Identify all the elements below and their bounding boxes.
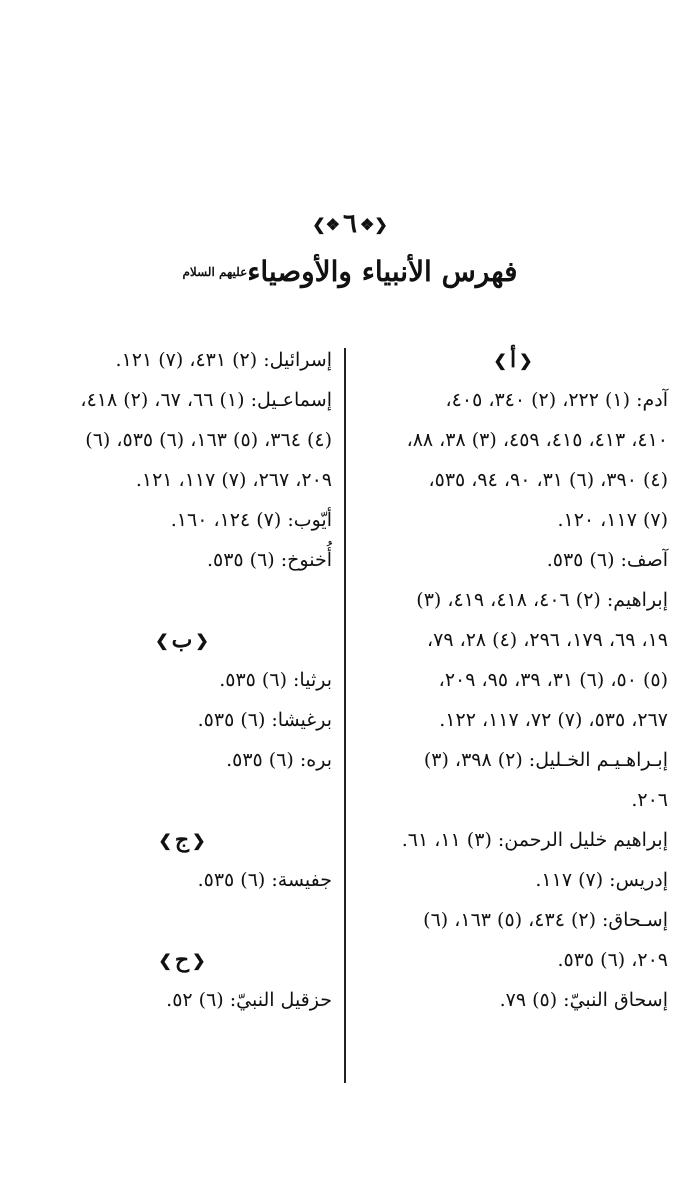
index-column-right xyxy=(358,340,668,1020)
entry-ibrahim-khalil-rahman: إبراهيم خليل الرحمن: (٣) ١١، ٦١. xyxy=(401,829,668,851)
entry-ibrahim-cont: ١٩، ٦٩، ١٧٩، ٢٩٦، (٤) ٢٨، ٧٩، xyxy=(426,629,668,651)
ornament-icon: ❮ xyxy=(192,951,206,970)
entry-adam: آدم: (١) ٢٢٢، (٢) ٣٤٠، ٤٠٥، xyxy=(445,389,668,411)
column-divider xyxy=(344,348,346,1083)
honorific: عليهم السلام xyxy=(182,265,248,279)
entry-ishaq-cont: ٢٠٩، (٦) ٥٣٥. xyxy=(557,949,668,971)
letter-heading-jim: ❮ج❯ xyxy=(32,820,332,860)
entry-ibrahim-khalil: إبـراهـيـم الخـليل: (٢) ٣٩٨، (٣) xyxy=(423,749,668,771)
entry-barah: بره: (٦) ٥٣٥. xyxy=(226,749,332,771)
letter-heading-ba: ❮ب❯ xyxy=(32,620,332,660)
entry-ibrahim-khalil-cont: ٢٠٦. xyxy=(631,789,668,811)
entry-ibrahim-cont: (٥) ٥٠، (٦) ٣١، ٣٩، ٩٥، ٢٠٩، xyxy=(438,669,668,691)
ornament-icon: ❖❯ xyxy=(312,215,341,234)
spacer xyxy=(32,580,332,620)
entry-ismail-cont: ٢٠٩، ٢٦٧، (٧) ١١٧، ١٢١. xyxy=(135,469,332,491)
entry-ibrahim: إبراهيم: (٢) ٤٠٦، ٤١٨، ٤١٩، (٣) xyxy=(416,589,668,611)
letter-heading-ha: ❮ح❯ xyxy=(32,940,332,980)
entry-ayyub: أيّوب: (٧) ١٢٤، ١٦٠. xyxy=(170,509,332,531)
entry-ibrahim-cont: ٢٦٧، ٥٣٥، (٧) ٧٢، ١١٧، ١٢٢. xyxy=(439,709,668,731)
index-column-left xyxy=(32,340,332,1020)
entry-ismail-cont: (٤) ٣٦٤، (٥) ١٦٣، (٦) ٥٣٥، (٦) xyxy=(85,429,332,451)
entry-idris: إدريس: (٧) ١١٧. xyxy=(535,869,668,891)
entry-adam-cont: (٤) ٣٩٠، (٦) ٣١، ٩٠، ٩٤، ٥٣٥، xyxy=(428,469,668,491)
entry-adam-cont: (٧) ١١٧، ١٢٠. xyxy=(557,509,668,531)
title-text: فهرس الأنبياء والأوصياء xyxy=(247,255,518,288)
letter-heading-alif: ❮أ❯ xyxy=(358,340,668,380)
chapter-number: ٦ xyxy=(343,209,357,239)
entry-barghishia: برغيشا: (٦) ٥٣٥. xyxy=(197,709,332,731)
entry-adam-cont: ٤١٠، ٤١٣، ٤١٥، ٤٥٩، (٣) ٣٨، ٨٨، xyxy=(406,429,668,451)
entry-jufaysa: جفيسة: (٦) ٥٣٥. xyxy=(197,869,332,891)
ornament-icon: ❮ xyxy=(192,831,206,850)
entry-israil: إسرائيل: (٢) ٤٣١، (٧) ١٢١. xyxy=(115,349,332,371)
entry-barthiya: برثيا: (٦) ٥٣٥. xyxy=(219,669,332,691)
spacer xyxy=(32,900,332,940)
entry-hizqil: حزقيل النبيّ: (٦) ٥٢. xyxy=(166,989,332,1011)
ornament-icon: ❯ xyxy=(155,631,169,650)
page-title xyxy=(0,250,700,294)
ornament-icon: ❯ xyxy=(493,351,507,370)
entry-asaf: آصف: (٦) ٥٣٥. xyxy=(546,549,668,571)
ornament-icon: ❮❖ xyxy=(359,215,388,234)
ornament-icon: ❯ xyxy=(158,951,172,970)
spacer xyxy=(32,780,332,820)
ornament-icon: ❮ xyxy=(195,631,209,650)
entry-ishaq-nabi: إسحاق النبيّ: (٥) ٧٩. xyxy=(499,989,668,1011)
chapter-heading xyxy=(0,206,700,243)
ornament-icon: ❯ xyxy=(158,831,172,850)
entry-akhnukh: أُخنوخ: (٦) ٥٣٥. xyxy=(206,549,332,571)
ornament-icon: ❮ xyxy=(519,351,533,370)
entry-ishaq: إسـحاق: (٢) ٤٣٤، (٥) ١٦٣، (٦) xyxy=(423,909,668,931)
entry-ismail: إسماعـيل: (١) ٦٦، ٦٧، (٢) ٤١٨، xyxy=(80,389,332,411)
